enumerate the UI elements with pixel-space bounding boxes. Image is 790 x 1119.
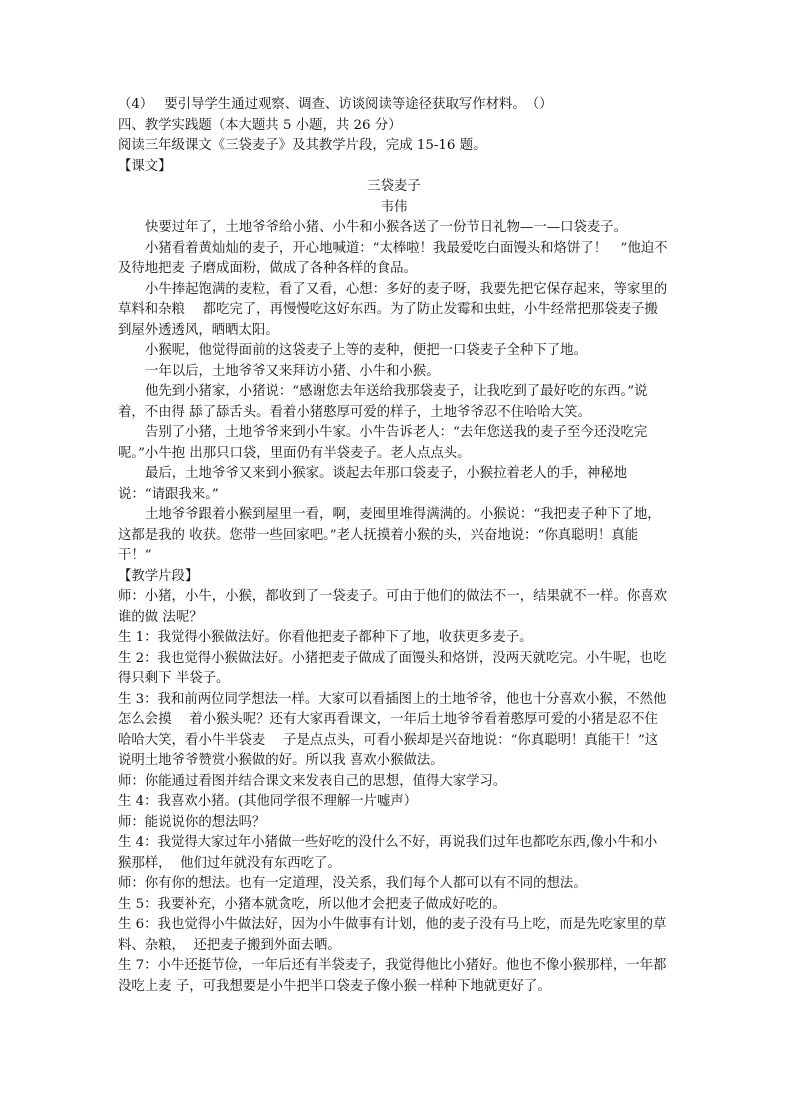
story-paragraph: 小猪看着黄灿灿的麦子，开心地喊道：“太棒啦！我最爱吃白面馒头和烙饼了！ ”他迫不及待地把麦 子磨成面粉，做成了各种各样的食品。 bbox=[118, 240, 668, 276]
story-paragraph: 他先到小猪家，小猪说：“感谢您去年送给我那袋麦子，让我吃到了最好吃的东西。”说着，不由得 舔了舔舌头。看着小猪憨厚可爱的样子，土地爷爷忍不住哈哈大笑。 bbox=[118, 384, 648, 420]
story-paragraph: 小牛捧起饱满的麦粒，看了又看，心想：多好的麦子呀，我要先把它保存起来，等家里的草料和杂粮 都吃完了，再慢慢吃这好东西。为了防止发霉和虫蛀，小牛经常把那袋麦子搬到屋外透透风，晒晒太阳。 bbox=[118, 281, 668, 338]
story-title: 三袋麦子 bbox=[367, 179, 421, 194]
story-paragraph: 告别了小猪，土地爷爷来到小牛家。小牛告诉老人：“去年您送我的麦子至今还没吃完呢。”小牛抱 出那只口袋，里面仍有半袋麦子。老人点点头。 bbox=[118, 425, 648, 461]
story-paragraph: 一年以后，土地爷爷又来拜访小猪、小牛和小猴。 bbox=[145, 363, 440, 379]
dialogue-line: 生 7：小牛还挺节俭，一年后还有半袋麦子，我觉得他比小猪好。他也不像小猴那样，一年都没吃上麦 子，可我想要是小牛把半口袋麦子像小猴一样种下地就更好了。 bbox=[118, 958, 667, 994]
story-paragraph: 土地爷爷跟着小猴到屋里一看，啊，麦囤里堆得满满的。小猴说：“我把麦子种下了地，这都是我的 收获。您带一些回家吧。”老人抚摸着小猴的头，兴奋地说：“你真聪明！真能干！” bbox=[118, 507, 661, 563]
dialogue-line: 生 1：我觉得小猴做法好。你看他把麦子都种下了地，收获更多麦子。 bbox=[118, 630, 533, 645]
text-label: 【课文】 bbox=[118, 158, 172, 174]
dialogue-line: 生 2：我也觉得小猴做法好。小猪把麦子做成了面馒头和烙饼，没两天就吃完。小牛呢，也吃得只剩下 半袋子。 bbox=[118, 650, 667, 686]
question-item-4: （4） 要引导学生通过观察、调查、访谈阅读等途径获取写作材料。 （） bbox=[118, 97, 553, 112]
story-paragraph: 最后，土地爷爷又来到小猴家。谈起去年那口袋麦子，小猴拉着老人的手，神秘地说：“请跟我来。” bbox=[118, 466, 628, 502]
story-paragraph: 快要过年了，土地爷爷给小猪、小牛和小猴各送了一份节日礼物—一—口袋麦子。 bbox=[145, 220, 628, 235]
dialogue-line: 师：你能通过看图并结合课文来发表自己的思想，值得大家学习。 bbox=[118, 773, 507, 789]
dialogue-line: 生 3：我和前两位同学想法一样。大家可以看插图上的土地爷爷，他也十分喜欢小猴，不然他怎么会摸 着小猴头呢？还有大家再看课文，一年后土地爷爷看着憨厚可爱的小猪是忍不住哈哈大笑，看小牛半袋麦 子是点点头，可看小猴却是兴奋地说：“你真聪明！真能干！”这说明土地爷爷赞赏小猴做的好。所以我 喜欢小猴做法。 bbox=[118, 691, 667, 768]
teaching-label: 【教学片段】 bbox=[118, 568, 199, 584]
story-author: 韦伟 bbox=[380, 199, 408, 215]
dialogue-line: 生 4：我觉得大家过年小猪做一些好吃的没什么不好，再说我们过年也都吃东西,像小牛和小猴那样， 他们过年就没有东西吃了。 bbox=[118, 835, 658, 871]
instruction-text: 阅读三年级课文《三袋麦子》及其教学片段，完成 15-16 题。 bbox=[118, 138, 487, 153]
dialogue-line: 师：小猪，小牛，小猴，都收到了一袋麦子。可由于他们的做法不一，结果就不一样。你喜欢谁的做 法呢？ bbox=[118, 589, 668, 625]
dialogue-line: 师：你有你的想法。也有一定道理，没关系，我们每个人都可以有不同的想法。 bbox=[118, 876, 587, 891]
dialogue-line: 师：能说说你的想法吗？ bbox=[118, 814, 266, 830]
dialogue-line: 生 5：我要补充，小猪本就贪吃，所以他才会把麦子做成好吃的。 bbox=[118, 896, 506, 912]
dialogue-line: 生 4：我喜欢小猪。(其他同学很不理解一片嘘声） bbox=[118, 794, 418, 809]
dialogue-line: 生 6：我也觉得小牛做法好，因为小牛做事有计划，他的麦子没有马上吃，而是先吃家里的草料、杂粮， 还把麦子搬到外面去晒。 bbox=[118, 917, 667, 953]
document-content bbox=[118, 95, 670, 997]
story-paragraph: 小猴呢，他觉得面前的这袋麦子上等的麦种，便把一口袋麦子全种下了地。 bbox=[145, 343, 587, 358]
section-heading: 四、教学实践题（本大题共 5 小题，共 26 分） bbox=[118, 117, 402, 133]
